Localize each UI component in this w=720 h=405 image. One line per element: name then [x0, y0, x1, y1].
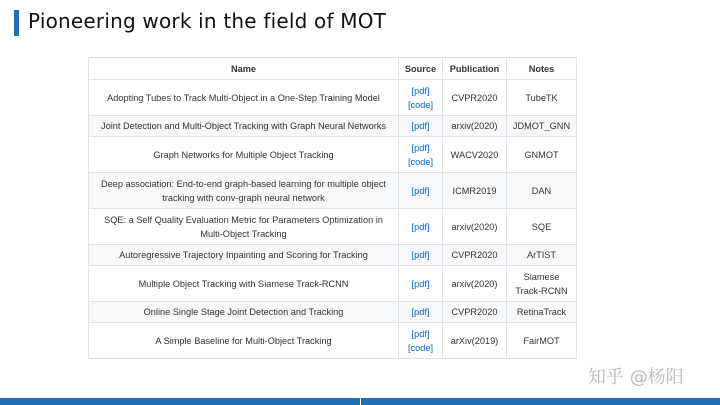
header-notes: Notes: [507, 58, 577, 80]
code-link[interactable]: [code]: [407, 156, 434, 167]
table-row: [89, 80, 577, 116]
pdf-link[interactable]: [pdf]: [411, 278, 430, 289]
publication-cell: CVPR2020: [443, 302, 507, 323]
source-cell: [399, 209, 443, 245]
notes-cell: JDMOT_GNN: [507, 116, 577, 137]
source-cell: [399, 302, 443, 323]
notes-cell: FairMOT: [507, 323, 577, 359]
publication-cell: arxiv(2020): [443, 209, 507, 245]
publication-cell: arxiv(2020): [443, 116, 507, 137]
table-row: [89, 137, 577, 173]
paper-name: Joint Detection and Multi-Object Tracking with Graph Neural Networks: [89, 116, 399, 137]
pdf-link[interactable]: [pdf]: [411, 307, 430, 317]
notes-cell: RetinaTrack: [507, 302, 577, 323]
header-source: Source: [399, 58, 443, 80]
pdf-link[interactable]: [pdf]: [411, 142, 430, 153]
table-row: [89, 245, 577, 266]
source-cell: [399, 266, 443, 302]
table-header-row: [89, 58, 577, 80]
publication-cell: CVPR2020: [443, 245, 507, 266]
notes-cell: Siamese Track-RCNN: [507, 266, 577, 302]
watermark: 知乎 @杨阳: [588, 367, 684, 388]
pdf-link[interactable]: [pdf]: [411, 250, 430, 260]
pdf-link[interactable]: [pdf]: [411, 185, 430, 196]
source-cell: [399, 245, 443, 266]
publication-cell: arxiv(2020): [443, 266, 507, 302]
source-cell: [399, 173, 443, 209]
notes-cell: GNMOT: [507, 137, 577, 173]
papers-table: [88, 57, 577, 359]
publication-cell: CVPR2020: [443, 80, 507, 116]
paper-name: Autoregressive Trajectory Inpainting and Scoring for Tracking: [89, 245, 399, 266]
slide-title: Pioneering work in the field of MOT: [28, 9, 387, 33]
table-row: [89, 173, 577, 209]
paper-name: A Simple Baseline for Multi-Object Tracking: [89, 323, 399, 359]
table-row: [89, 209, 577, 245]
paper-name: Adopting Tubes to Track Multi-Object in a One-Step Training Model: [89, 80, 399, 116]
pdf-link[interactable]: [pdf]: [411, 121, 430, 131]
paper-name: Multiple Object Tracking with Siamese Track-RCNN: [89, 266, 399, 302]
title-accent-bar: [14, 10, 19, 36]
paper-name: SQE: a Self Quality Evaluation Metric for Parameters Optimization in Multi-Object Tracking: [89, 209, 399, 245]
pdf-link[interactable]: [pdf]: [411, 221, 430, 232]
paper-name: Graph Networks for Multiple Object Tracking: [89, 137, 399, 173]
publication-cell: WACV2020: [443, 137, 507, 173]
source-cell: [399, 116, 443, 137]
paper-name: Online Single Stage Joint Detection and Tracking: [89, 302, 399, 323]
table-row: [89, 302, 577, 323]
notes-cell: SQE: [507, 209, 577, 245]
publication-cell: ICMR2019: [443, 173, 507, 209]
table-row: [89, 323, 577, 359]
pdf-link[interactable]: [pdf]: [411, 85, 430, 96]
notes-cell: DAN: [507, 173, 577, 209]
footer-divider: [360, 398, 361, 405]
source-cell: [399, 137, 443, 173]
header-publication: Publication: [443, 58, 507, 80]
code-link[interactable]: [code]: [407, 99, 434, 110]
paper-name: Deep association: End-to-end graph-based learning for multiple object tracking with conv-graph neural network: [89, 173, 399, 209]
notes-cell: TubeTK: [507, 80, 577, 116]
source-cell: [399, 80, 443, 116]
source-cell: [399, 323, 443, 359]
table-row: [89, 266, 577, 302]
pdf-link[interactable]: [pdf]: [411, 328, 430, 339]
table-row: [89, 116, 577, 137]
header-name: Name: [89, 58, 399, 80]
papers-table-container: [88, 57, 576, 359]
publication-cell: arXiv(2019): [443, 323, 507, 359]
notes-cell: ArTIST: [507, 245, 577, 266]
footer-bar: [0, 398, 720, 405]
code-link[interactable]: [code]: [407, 342, 434, 353]
